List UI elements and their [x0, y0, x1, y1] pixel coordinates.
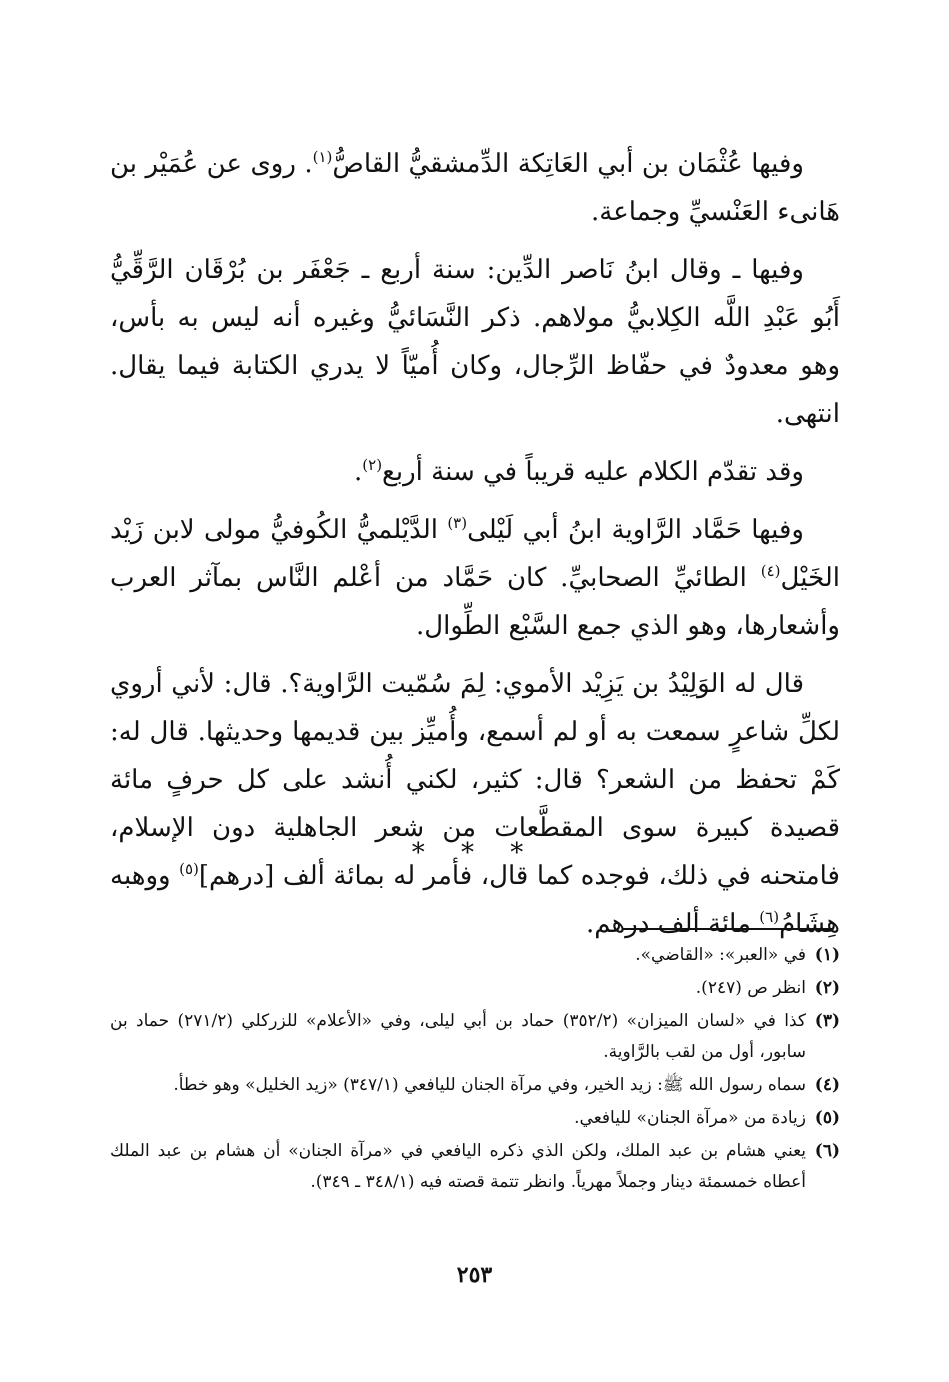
footnote-text: يعني هشام بن عبد الملك، ولكن الذي ذكره اليافعي في «مرآة الجنان» أن هشام بن عبد الملك أعطاه خمسمئة دينار وجملاً مهرياً. وانظر تتمة قصته فيه (٣٤٨/١ ـ ٣٤٩). [110, 1141, 806, 1192]
footnote-text: في «العبر»: «القاضي». [635, 945, 806, 965]
paragraph-text: وفيها حَمَّاد الرَّاوية ابنُ أبي لَيْلى [467, 515, 804, 545]
footnote-marker: (١) [312, 148, 333, 166]
footnote-number: (٢) [814, 978, 840, 998]
paragraph-text: الطائيِّ الصحابيِّ. كان حَمَّاد من أعْلم النَّاس بمآثر العرب وأشعارها، وهو الذي جمع السَّبْع الطِّوال. [110, 563, 840, 641]
paragraph-text: وفيها ـ وقال ابنُ نَاصر الدِّين: سنة أربع ـ جَعْفَر بن بُرْقَان الرَّقِّيُّ أَبُو عَبْدِ اللَّه الكِلابيُّ مولاهم. ذكر النَّسَائيُّ وغيره أنه ليس به بأس، وهو معدودٌ في حفّاظ الرِّجال، وكان أُميّاً لا يدري الكتابة فيما يقال. انتهى. [110, 255, 841, 429]
paragraph-text: . روى عن عُمَيْر بن هَانىء العَنْسيِّ وجماعة. [110, 149, 840, 227]
paragraph-text: وقد تقدّم الكلام عليه قريباً في سنة أربع [382, 457, 804, 487]
section-separator: * * * [411, 838, 538, 868]
footnote-text: كذا في «لسان الميزان» (٣٥٢/٢) حماد بن أبي ليلى، وفي «الأعلام» للزركلي (٢٧١/٢) حماد بن سابور، أول من لقب بالرَّاوية. [110, 1011, 806, 1062]
paragraph [110, 140, 840, 236]
footnote-marker: (٢) [362, 456, 383, 474]
paragraph [110, 506, 840, 650]
footnote-marker: (٥) [179, 860, 199, 878]
footnote-text: زيادة من «مرآة الجنان» لليافعي. [574, 1108, 806, 1128]
paragraph [110, 660, 840, 948]
footnote-marker: (٦) [759, 908, 780, 926]
paragraph [110, 246, 840, 438]
footnote-marker: (٤) [760, 562, 781, 580]
footnote [110, 1006, 840, 1068]
paragraph [110, 448, 840, 496]
footnote [110, 1103, 840, 1134]
footnote-divider [622, 928, 832, 930]
footnote-text: انظر ص (٢٤٧). [695, 978, 806, 998]
main-text [110, 140, 840, 958]
footnote [110, 940, 840, 971]
paragraph-text: قال له الوَلِيْدُ بن يَزِيْد الأموي: لِمَ سُمّيت الرَّاوية؟. قال: لأني أروي لكلِّ شاعرٍ سمعت به أو لم أسمع، وأُميِّز بين قديمها وحديثها. قال له: كَمْ تحفظ من الشعر؟ قال: كثير، لكني أُنشد على كل حرفٍ مائة قصيدة كبيرة سوى المقطَّعات من شعر الجاهلية دون الإسلام، فامتحنه في ذلك، فوجده كما قال، فأمر له بمائة ألف [درهم] [110, 669, 840, 891]
paragraph-text: . [354, 457, 363, 487]
paragraph-text: وفيها عُثْمَان بن أبي العَاتِكة الدِّمشقيُّ القاصُّ [332, 149, 804, 179]
footnote [110, 973, 840, 1004]
footnote-marker: (٣) [447, 514, 468, 532]
footnotes [110, 940, 840, 1200]
footnote-number: (٦) [814, 1141, 840, 1161]
page-number: ٢٥٣ [456, 1262, 493, 1288]
paragraph-text: الدَّيْلميُّ الكُوفيُّ مولى لابن زَيْد الخَيْل [110, 515, 840, 593]
footnote-number: (٤) [814, 1075, 840, 1095]
footnote [110, 1136, 840, 1198]
footnote-number: (١) [814, 945, 840, 965]
footnote-text: سماه رسول الله ﷺ: زيد الخير، وفي مرآة الجنان لليافعي (٣٤٧/١) «زيد الخليل» وهو خطأ. [173, 1075, 806, 1095]
paragraph-text: مائة ألف درهم. [585, 909, 760, 939]
paragraph-text: ووهبه هِشَامُ [110, 861, 840, 939]
footnote [110, 1070, 840, 1101]
footnote-number: (٣) [814, 1011, 840, 1031]
footnote-number: (٥) [814, 1108, 840, 1128]
